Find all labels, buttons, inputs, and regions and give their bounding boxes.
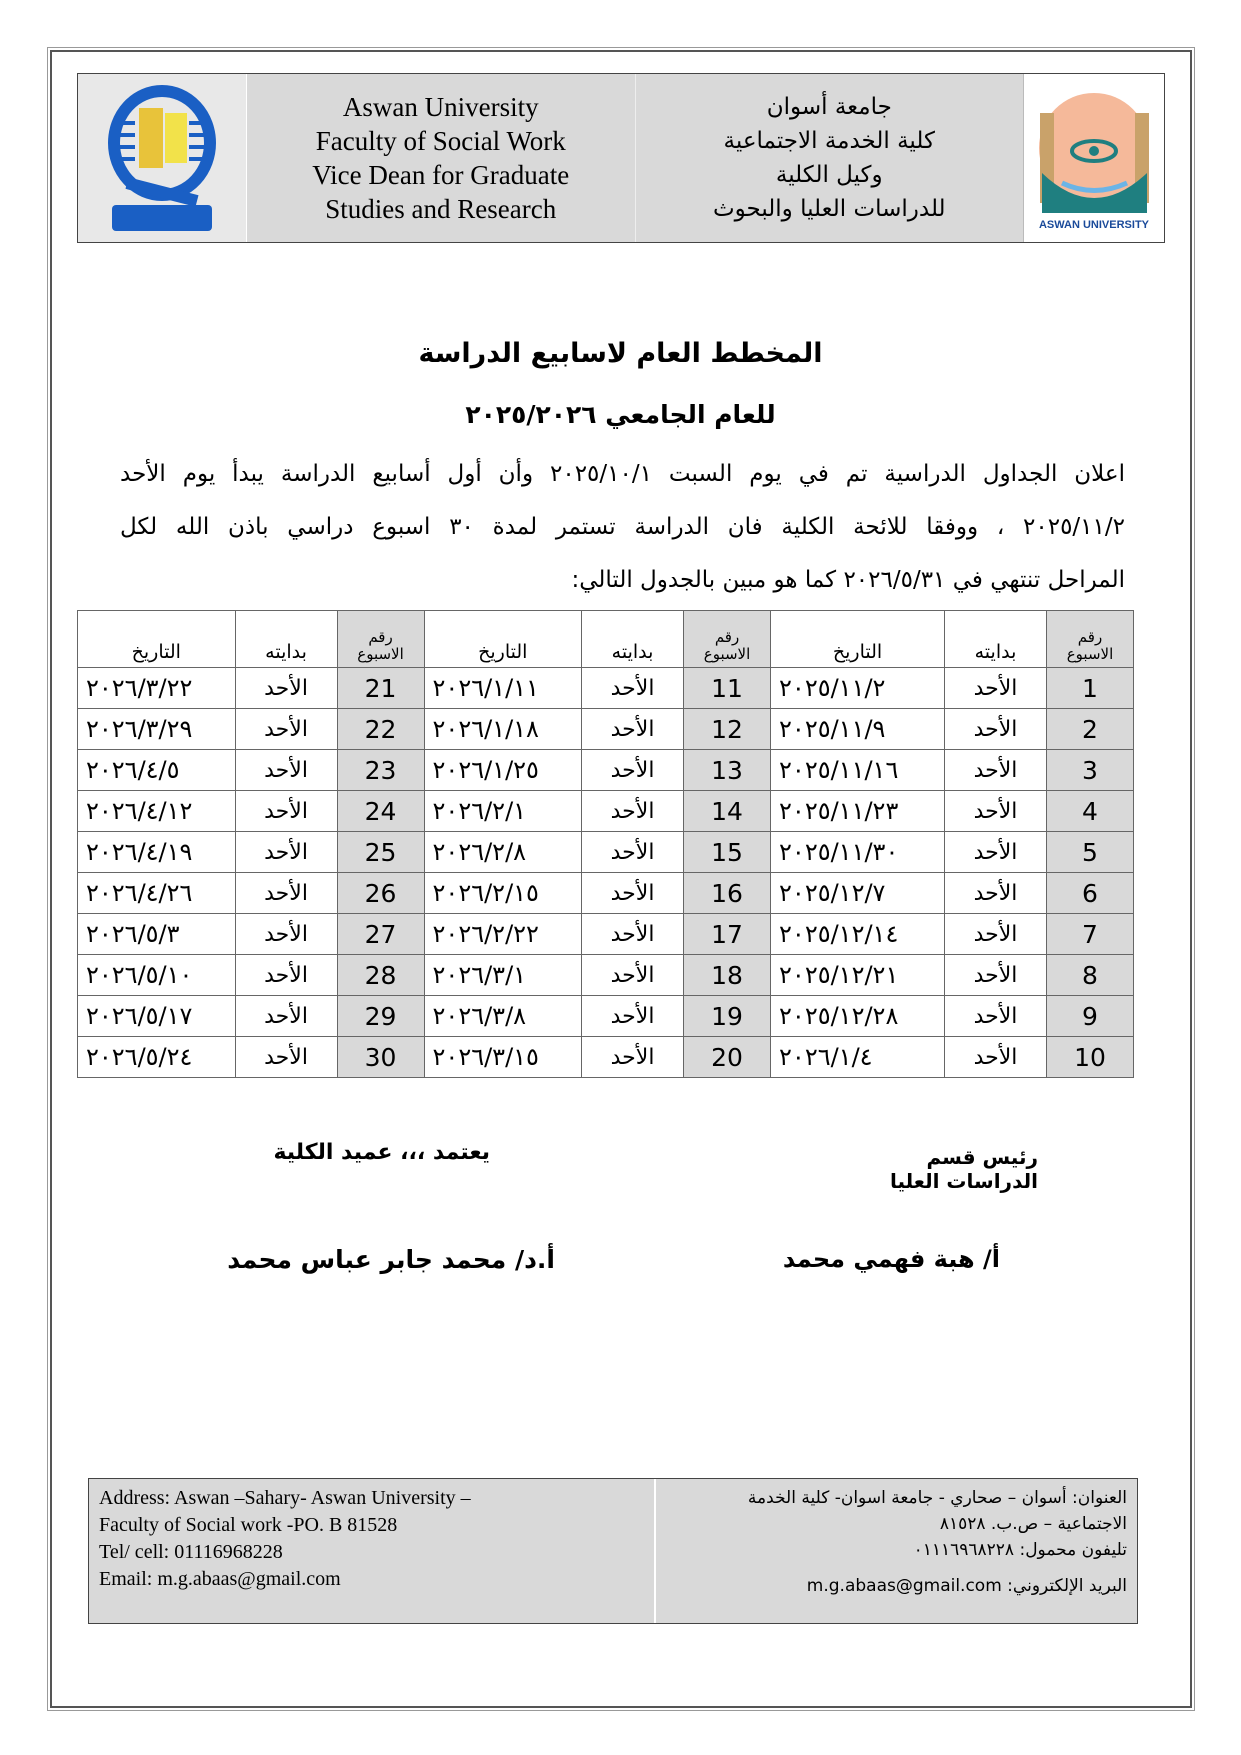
header-ar-line: وكيل الكلية — [775, 162, 883, 188]
university-logo — [1023, 74, 1164, 242]
week-number-cell: 26 — [337, 873, 424, 914]
start-day-cell: الأحد — [945, 873, 1047, 914]
dean-approval-title: يعتمد ،،، عميد الكلية — [273, 1140, 490, 1165]
table-row — [78, 1037, 1134, 1078]
header-start: بدايته — [235, 611, 337, 668]
date-cell: ٢٠٢٥/١٢/٢٨ — [771, 996, 945, 1037]
date-cell: ٢٠٢٦/٢/٢٢ — [424, 914, 582, 955]
week-number-cell: 11 — [684, 668, 771, 709]
week-number-cell: 27 — [337, 914, 424, 955]
start-day-cell: الأحد — [945, 996, 1047, 1037]
start-day-cell: الأحد — [235, 914, 337, 955]
start-day-cell: الأحد — [945, 709, 1047, 750]
table-header-row — [78, 611, 1134, 668]
date-cell: ٢٠٢٥/١٢/١٤ — [771, 914, 945, 955]
header-en-line: Studies and Research — [325, 194, 557, 224]
start-day-cell: الأحد — [235, 832, 337, 873]
week-number-cell: 24 — [337, 791, 424, 832]
header-en-line: Faculty of Social Work — [315, 126, 566, 156]
head-of-graduate-studies-name: أ/ هبة فهمي محمد — [782, 1245, 1000, 1273]
start-day-cell: الأحد — [945, 914, 1047, 955]
document-title: المخطط العام لاسابيع الدراسة — [418, 338, 823, 369]
week-number-cell: 12 — [684, 709, 771, 750]
week-number-cell: 5 — [1047, 832, 1134, 873]
start-day-cell: الأحد — [582, 750, 684, 791]
date-cell: ٢٠٢٦/٤/١٢ — [78, 791, 236, 832]
table-row — [78, 914, 1134, 955]
week-number-cell: 17 — [684, 914, 771, 955]
start-day-cell: الأحد — [582, 791, 684, 832]
start-day-cell: الأحد — [235, 1037, 337, 1078]
week-number-cell: 28 — [337, 955, 424, 996]
date-cell: ٢٠٢٦/٢/١٥ — [424, 873, 582, 914]
start-day-cell: الأحد — [235, 750, 337, 791]
date-cell: ٢٠٢٥/١١/٣٠ — [771, 832, 945, 873]
header-arabic — [636, 74, 1024, 242]
date-cell: ٢٠٢٥/١٢/٢١ — [771, 955, 945, 996]
dean-name: أ.د/ محمد جابر عباس محمد — [227, 1245, 555, 1274]
university-logo-icon — [1032, 83, 1157, 233]
start-day-cell: الأحد — [235, 955, 337, 996]
header-start: بدايته — [582, 611, 684, 668]
faculty-logo-icon — [107, 83, 217, 233]
date-cell: ٢٠٢٦/٣/١ — [424, 955, 582, 996]
start-day-cell: الأحد — [582, 709, 684, 750]
header-ar-line: جامعة أسوان — [766, 94, 892, 120]
header-date: التاريخ — [78, 611, 236, 668]
table-row — [78, 709, 1134, 750]
date-cell: ٢٠٢٦/١/١١ — [424, 668, 582, 709]
start-day-cell: الأحد — [582, 996, 684, 1037]
header-en-line: Vice Dean for Graduate — [312, 160, 570, 190]
date-cell: ٢٠٢٥/١٢/٧ — [771, 873, 945, 914]
start-day-cell: الأحد — [582, 668, 684, 709]
header-en-line: Aswan University — [342, 92, 539, 122]
footer-email-ar[interactable]: البريد الإلكتروني: m.g.abaas@gmail.com — [806, 1576, 1127, 1596]
date-cell: ٢٠٢٥/١١/٩ — [771, 709, 945, 750]
week-number-cell: 8 — [1047, 955, 1134, 996]
start-day-cell: الأحد — [945, 832, 1047, 873]
footer-english — [89, 1479, 656, 1623]
footer-address-ar: الاجتماعية – ص.ب. ٨١٥٢٨ — [939, 1514, 1127, 1534]
start-day-cell: الأحد — [582, 914, 684, 955]
paragraph-line: ٢٠٢٥/١١/٢ ، ووفقا للائحة الكلية فان الدراسة تستمر لمدة ٣٠ اسبوع دراسي باذن الله لكل — [120, 514, 1125, 540]
faculty-logo — [78, 74, 247, 242]
start-day-cell: الأحد — [945, 955, 1047, 996]
start-day-cell: الأحد — [582, 832, 684, 873]
header-start: بدايته — [945, 611, 1047, 668]
start-day-cell: الأحد — [235, 873, 337, 914]
footer-phone-ar: تليفون محمول: ٠١١١٦٩٦٨٢٢٨ — [913, 1540, 1127, 1560]
week-number-cell: 21 — [337, 668, 424, 709]
week-number-cell: 3 — [1047, 750, 1134, 791]
footer-contact-box — [88, 1478, 1138, 1624]
table-row — [78, 873, 1134, 914]
week-number-cell: 13 — [684, 750, 771, 791]
letterhead — [77, 73, 1165, 243]
date-cell: ٢٠٢٦/٣/١٥ — [424, 1037, 582, 1078]
date-cell: ٢٠٢٦/٥/١٧ — [78, 996, 236, 1037]
date-cell: ٢٠٢٦/١/٤ — [771, 1037, 945, 1078]
week-number-cell: 10 — [1047, 1037, 1134, 1078]
header-week-no: رقم الاسبوع — [337, 611, 424, 668]
date-cell: ٢٠٢٦/٥/٢٤ — [78, 1037, 236, 1078]
footer-phone: Tel/ cell: 01116968228 — [99, 1541, 283, 1563]
week-number-cell: 7 — [1047, 914, 1134, 955]
table-row — [78, 791, 1134, 832]
date-cell: ٢٠٢٦/٣/٢٩ — [78, 709, 236, 750]
week-number-cell: 22 — [337, 709, 424, 750]
table-row — [78, 955, 1134, 996]
start-day-cell: الأحد — [582, 955, 684, 996]
week-number-cell: 6 — [1047, 873, 1134, 914]
date-cell: ٢٠٢٦/٢/١ — [424, 791, 582, 832]
date-cell: ٢٠٢٦/١/٢٥ — [424, 750, 582, 791]
footer-address: Address: Aswan –Sahary- Aswan University – — [99, 1487, 471, 1509]
week-number-cell: 15 — [684, 832, 771, 873]
start-day-cell: الأحد — [235, 791, 337, 832]
footer-email[interactable]: Email: m.g.abaas@gmail.com — [99, 1568, 341, 1590]
start-day-cell: الأحد — [945, 1037, 1047, 1078]
week-number-cell: 16 — [684, 873, 771, 914]
table-row — [78, 750, 1134, 791]
date-cell: ٢٠٢٥/١١/٢ — [771, 668, 945, 709]
start-day-cell: الأحد — [235, 668, 337, 709]
table-row — [78, 668, 1134, 709]
university-logo-caption: ASWAN UNIVERSITY — [1038, 219, 1149, 231]
intro-paragraph — [120, 448, 1125, 607]
date-cell: ٢٠٢٦/٥/١٠ — [78, 955, 236, 996]
start-day-cell: الأحد — [582, 873, 684, 914]
week-number-cell: 19 — [684, 996, 771, 1037]
start-day-cell: الأحد — [945, 668, 1047, 709]
head-of-graduate-studies-title: رئيس قسم الدراسات العليا — [889, 1145, 1038, 1193]
week-number-cell: 2 — [1047, 709, 1134, 750]
start-day-cell: الأحد — [582, 1037, 684, 1078]
date-cell: ٢٠٢٦/٣/٢٢ — [78, 668, 236, 709]
week-number-cell: 25 — [337, 832, 424, 873]
table-row — [78, 832, 1134, 873]
start-day-cell: الأحد — [235, 996, 337, 1037]
footer-address: Faculty of Social work -PO. B 81528 — [99, 1514, 398, 1536]
week-number-cell: 14 — [684, 791, 771, 832]
date-cell: ٢٠٢٥/١١/٢٣ — [771, 791, 945, 832]
week-number-cell: 1 — [1047, 668, 1134, 709]
week-number-cell: 29 — [337, 996, 424, 1037]
header-week-no: رقم الاسبوع — [684, 611, 771, 668]
header-english — [247, 74, 636, 242]
start-day-cell: الأحد — [235, 709, 337, 750]
date-cell: ٢٠٢٦/٤/٥ — [78, 750, 236, 791]
date-cell: ٢٠٢٦/٤/١٩ — [78, 832, 236, 873]
footer-address-ar: العنوان: أسوان – صحاري - جامعة اسوان- كلية الخدمة — [747, 1488, 1127, 1508]
date-cell: ٢٠٢٦/٣/٨ — [424, 996, 582, 1037]
week-number-cell: 18 — [684, 955, 771, 996]
header-date: التاريخ — [424, 611, 582, 668]
week-number-cell: 4 — [1047, 791, 1134, 832]
header-ar-line: كلية الخدمة الاجتماعية — [723, 128, 935, 154]
footer-arabic — [656, 1479, 1137, 1623]
study-weeks-table — [77, 610, 1134, 1078]
paragraph-line: المراحل تنتهي في ٢٠٢٦/٥/٣١ كما هو مبين بالجدول التالي: — [571, 567, 1125, 593]
date-cell: ٢٠٢٦/٤/٢٦ — [78, 873, 236, 914]
date-cell: ٢٠٢٦/٢/٨ — [424, 832, 582, 873]
week-number-cell: 23 — [337, 750, 424, 791]
date-cell: ٢٠٢٦/٥/٣ — [78, 914, 236, 955]
header-week-no: رقم الاسبوع — [1047, 611, 1134, 668]
start-day-cell: الأحد — [945, 791, 1047, 832]
table-row — [78, 996, 1134, 1037]
paragraph-line: اعلان الجداول الدراسية تم في يوم السبت ٢٠٢٥/١٠/١ وأن أول أسابيع الدراسة يبدأ يوم الأحد — [120, 461, 1125, 487]
academic-year-subtitle: للعام الجامعي ٢٠٢٥/٢٠٢٦ — [465, 400, 776, 429]
week-number-cell: 20 — [684, 1037, 771, 1078]
week-number-cell: 9 — [1047, 996, 1134, 1037]
header-date: التاريخ — [771, 611, 945, 668]
header-ar-line: للدراسات العليا والبحوث — [712, 196, 946, 222]
date-cell: ٢٠٢٦/١/١٨ — [424, 709, 582, 750]
week-number-cell: 30 — [337, 1037, 424, 1078]
date-cell: ٢٠٢٥/١١/١٦ — [771, 750, 945, 791]
start-day-cell: الأحد — [945, 750, 1047, 791]
